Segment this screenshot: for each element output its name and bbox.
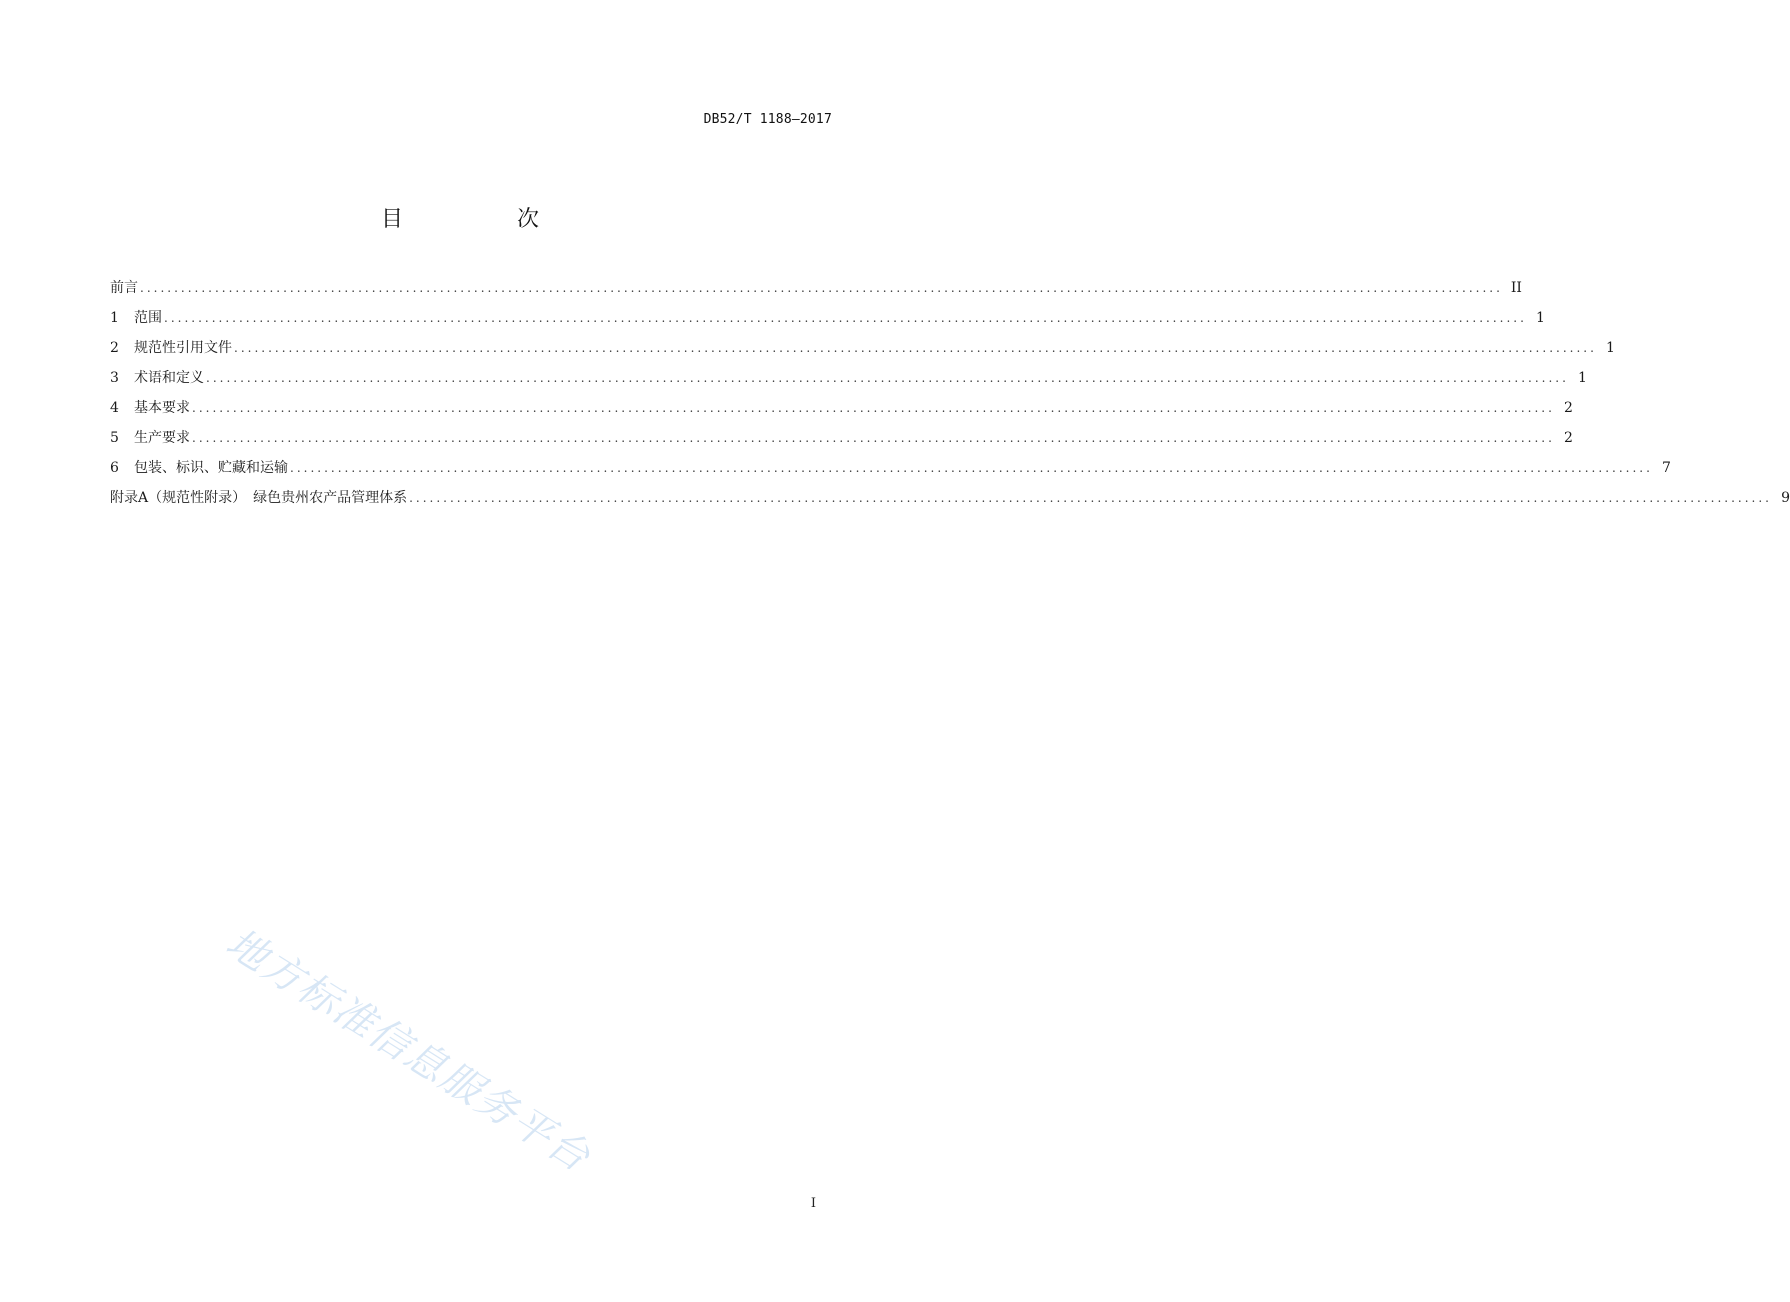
toc-entry-title: 规范性引用文件 xyxy=(134,340,232,356)
toc-section-number: 2 xyxy=(110,340,119,356)
toc-page-number: 1 xyxy=(1605,340,1615,356)
standard-code: DB52/T 1188—2017 xyxy=(703,112,832,127)
toc-page-number: 1 xyxy=(1535,310,1545,326)
toc-entry-title: 基本要求 xyxy=(134,400,190,416)
toc-entry-label xyxy=(110,458,290,478)
toc-entry-label xyxy=(110,368,206,388)
toc-entry-title: 生产要求 xyxy=(134,430,190,446)
toc-leader-dots: ........................................................................................................................................................................................................ xyxy=(290,461,1653,475)
toc-entry-packaging-storage-transport[interactable] xyxy=(110,458,1671,488)
toc-page-number: 2 xyxy=(1563,430,1573,446)
toc-page-number: 2 xyxy=(1563,400,1573,416)
toc-entry-label xyxy=(110,428,192,448)
toc-page-number: 9 xyxy=(1781,490,1790,506)
toc-page-number: 1 xyxy=(1577,370,1587,386)
toc-entry-normative-references[interactable] xyxy=(110,338,1615,368)
toc-entry-appendix-a[interactable] xyxy=(110,488,1790,518)
watermark: 地方标准信息服务平台 xyxy=(217,919,599,1182)
toc-leader-dots: ........................................................................................................................................................................................................ xyxy=(409,491,1772,505)
toc-entry-production-requirements[interactable] xyxy=(110,428,1573,458)
toc-entry-scope[interactable] xyxy=(110,308,1545,338)
table-of-contents xyxy=(110,278,1790,518)
toc-entry-foreword[interactable] xyxy=(110,278,1522,308)
toc-entry-label xyxy=(110,398,192,418)
toc-section-number: 3 xyxy=(110,370,119,386)
toc-entry-label xyxy=(110,308,164,328)
toc-leader-dots: ........................................................................................................................................................................................................ xyxy=(234,341,1597,355)
toc-section-number: 5 xyxy=(110,430,119,446)
page-title: 目 次 xyxy=(380,207,585,232)
toc-leader-dots: ........................................................................................................................................................................................................ xyxy=(192,431,1555,445)
toc-leader-dots: ........................................................................................................................................................................................................ xyxy=(140,281,1503,295)
footer-page-number: I xyxy=(810,1196,816,1211)
toc-leader-dots: ........................................................................................................................................................................................................ xyxy=(206,371,1569,385)
toc-entry-label xyxy=(110,278,140,298)
toc-entry-title: 包装、标识、贮藏和运输 xyxy=(134,460,288,476)
toc-page-number: II xyxy=(1510,280,1522,296)
toc-entry-title: 术语和定义 xyxy=(134,370,204,386)
toc-leader-dots: ........................................................................................................................................................................................................ xyxy=(192,401,1555,415)
toc-entry-basic-requirements[interactable] xyxy=(110,398,1573,428)
toc-section-number: 6 xyxy=(110,460,119,476)
toc-entry-terms-definitions[interactable] xyxy=(110,368,1587,398)
toc-page-number: 7 xyxy=(1661,460,1671,476)
toc-entry-title: 范围 xyxy=(134,310,162,326)
toc-section-number: 1 xyxy=(110,310,119,326)
toc-section-number: 4 xyxy=(110,400,119,416)
toc-leader-dots: ........................................................................................................................................................................................................ xyxy=(164,311,1527,325)
toc-entry-label xyxy=(110,338,234,358)
toc-entry-title: 前言 xyxy=(110,280,138,296)
toc-entry-label xyxy=(110,488,409,508)
toc-entry-title: 附录A（规范性附录） 绿色贵州农产品管理体系 xyxy=(110,490,408,506)
